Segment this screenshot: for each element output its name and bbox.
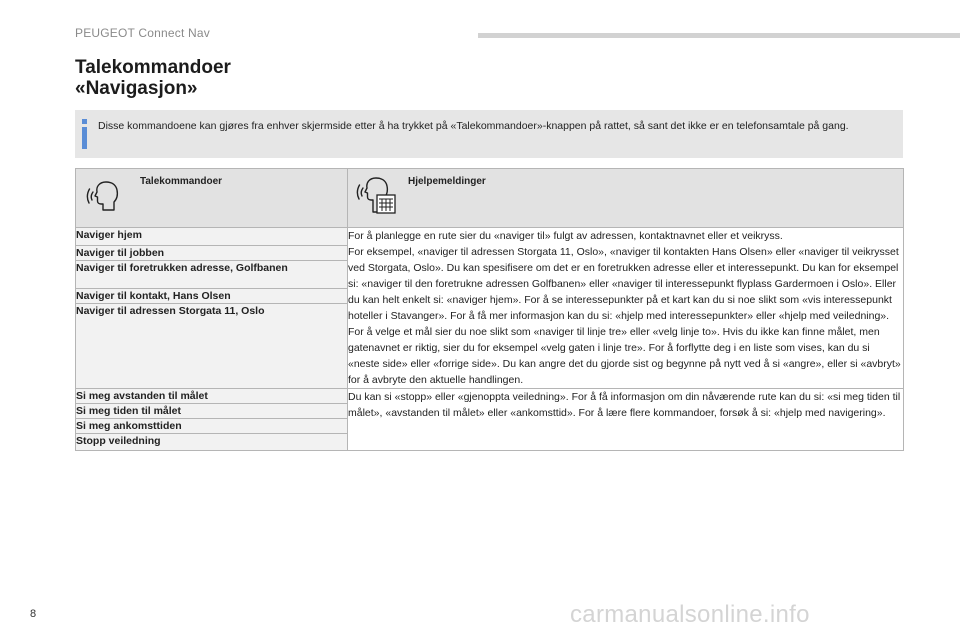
command-cell — [76, 419, 348, 434]
help-paragraph: For å velge et mål sier du noe slikt som «naviger til linje tre» eller «velg linje to». Hvis du ikke kan finne målet, men gatenavnet er riktig, sier du for eksempel «velg gaten i linje tre». For å forflytte deg i en liste som vises, kan du si «neste side» eller «forrige side». Du kan angre det du gjorde sist og begynne på nytt ved å si «angre», eller si «avbryt» for å avbryte den aktuelle handlingen. — [348, 326, 901, 386]
page-title-line2: «Navigasjon» — [75, 78, 198, 99]
command-label: Si meg ankomsttiden — [76, 420, 182, 432]
voice-help-icon — [356, 175, 398, 217]
watermark-text: carmanualsonline.info — [570, 601, 810, 628]
command-cell — [76, 389, 348, 404]
command-cell — [76, 434, 348, 451]
page-header-title: PEUGEOT Connect Nav — [75, 26, 210, 40]
command-cell — [76, 261, 348, 288]
table-header-row — [76, 169, 904, 228]
command-cell — [76, 228, 348, 246]
command-label: Naviger til kontakt, Hans Olsen — [76, 289, 231, 302]
info-icon — [80, 119, 90, 149]
help-cell-navigation — [348, 228, 904, 389]
command-label: Si meg tiden til målet — [76, 405, 182, 417]
command-label: Si meg avstanden til målet — [76, 390, 208, 402]
info-box — [75, 110, 903, 158]
command-label: Naviger til adressen Storgata 11, Oslo — [76, 304, 265, 317]
command-label: Naviger til foretrukken adresse, Golfbanen — [76, 262, 288, 275]
page-number: 8 — [30, 608, 37, 620]
help-paragraph: For å planlegge en rute sier du «naviger til» fulgt av adressen, kontaktnavnet eller et veikryss. — [348, 230, 783, 242]
command-cell — [76, 303, 348, 388]
header-help-label: Hjelpemeldinger — [408, 176, 486, 187]
table-row — [76, 389, 904, 404]
page-title — [75, 57, 231, 99]
command-label: Naviger til jobben — [76, 247, 165, 260]
command-label: Stopp veiledning — [76, 435, 161, 447]
command-cell — [76, 404, 348, 419]
header-help-cell — [348, 169, 904, 228]
voice-command-icon — [86, 179, 122, 213]
command-label: Naviger hjem — [76, 229, 142, 241]
help-paragraph: Du kan si «stopp» eller «gjenoppta veiledning». For å få informasjon om din nåværende rute kan du si: «si meg tiden til målet», «avstanden til målet» eller «ankomsttid». For å lære flere kommandoer, forsøk å si: «hjelp med navigering». — [348, 391, 901, 419]
help-cell-route — [348, 389, 904, 451]
command-cell — [76, 246, 348, 261]
header-commands-cell — [76, 169, 348, 228]
info-text: Disse kommandoene kan gjøres fra enhver skjermside etter å ha trykket på «Talekommandoer»-knappen på rattet, så sant det ikke er en telefonsamtale på gang. — [98, 120, 849, 132]
command-cell — [76, 288, 348, 303]
help-paragraph: For eksempel, «naviger til adressen Storgata 11, Oslo», «naviger til kontakten Hans Olsen» eller «naviger til veikrysset ved Storgata, Oslo». Du kan spesifisere om det er en foretrukken adresse eller et interessepunkt. Du kan for eksempel si: «naviger til den foretrukne adressen Golfbanen» eller «naviger til interessepunkt flyplass Gardermoen i Oslo». Eller du kan helt enkelt si: «naviger hjem». For å se interessepunkter på et kart kan du si noe slikt som «vis interessepunkt hoteller i Stavanger». For å få mer informasjon kan du si: «hjelp med interessepunkter» eller «hjelp med veiledning». — [348, 246, 899, 322]
table-row — [76, 228, 904, 246]
page-title-line1: Talekommandoer — [75, 57, 231, 78]
page-header-bar — [478, 33, 960, 38]
header-commands-label: Talekommandoer — [140, 176, 223, 187]
voice-commands-table — [75, 168, 904, 451]
